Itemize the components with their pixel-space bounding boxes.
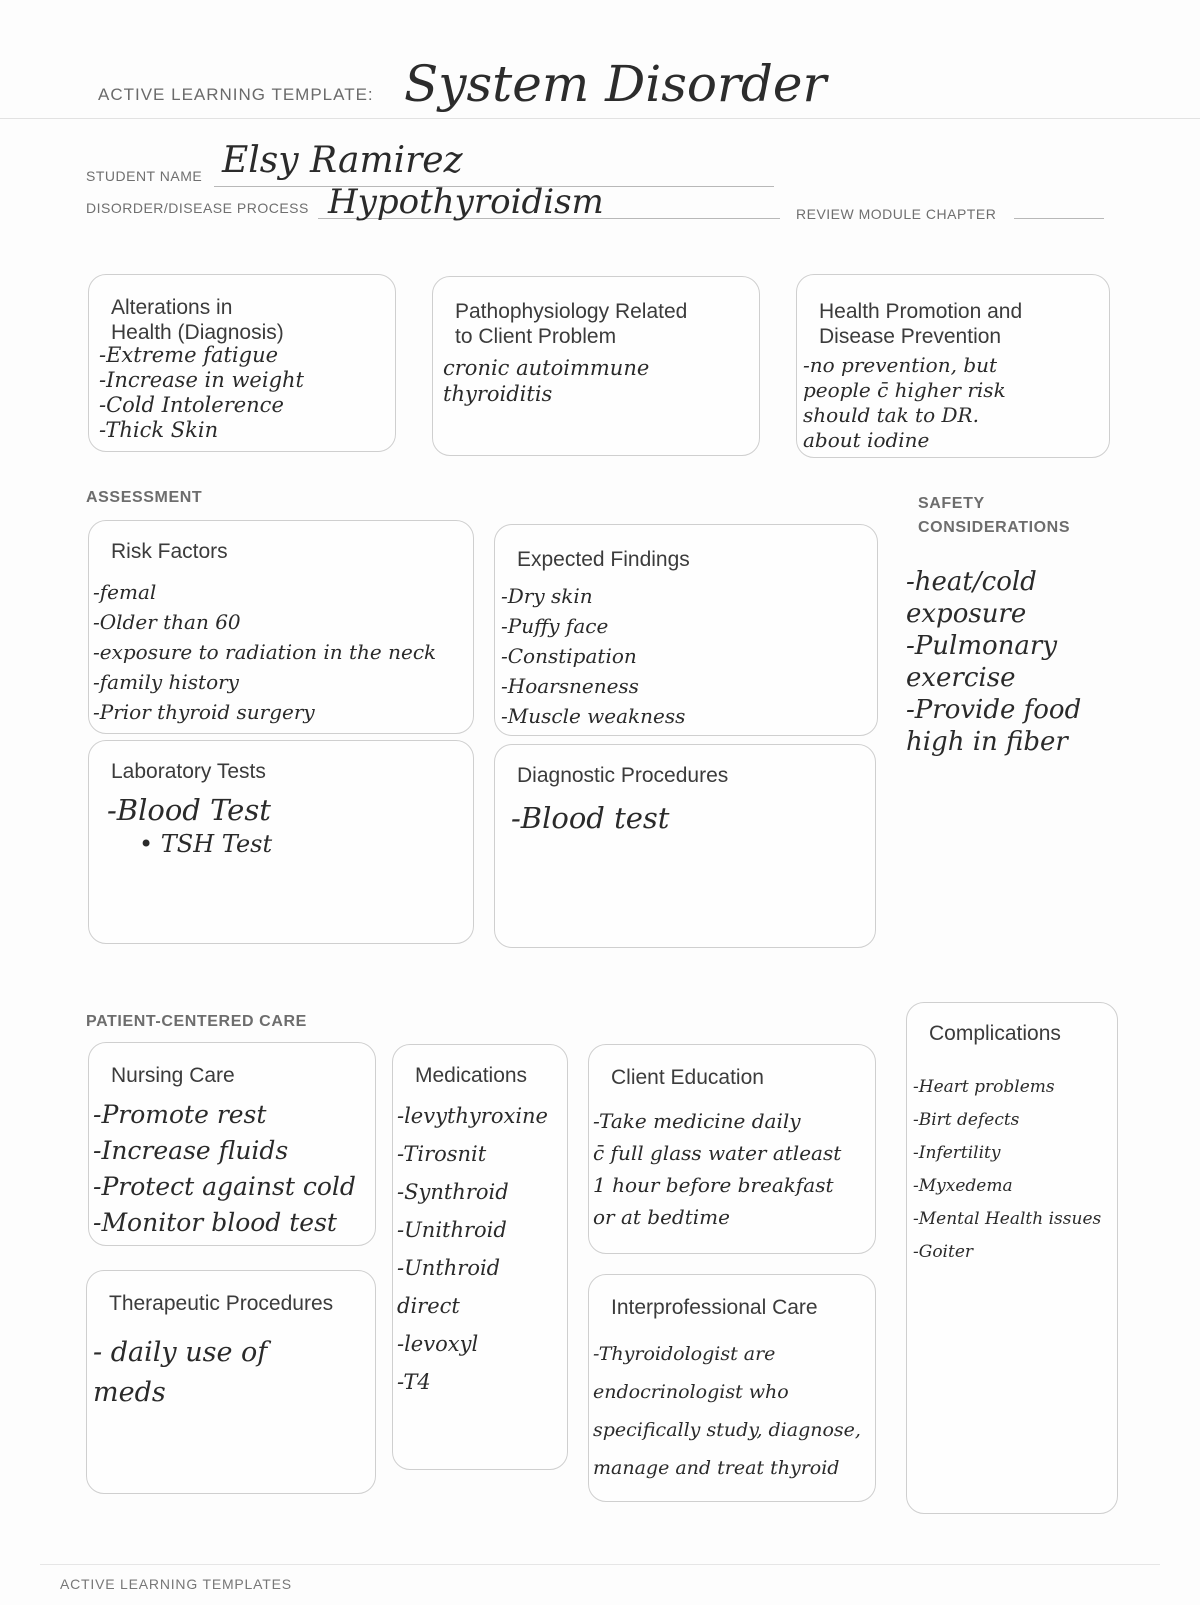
diagnostic-procedures-content: -Blood test <box>511 801 670 835</box>
risk-factors-title: Risk Factors <box>111 540 228 563</box>
alterations-content: -Extreme fatigue -Increase in weight -Cold Intolerence -Thick Skin <box>99 343 304 442</box>
alterations-title: Alterations in Health (Diagnosis) <box>111 296 284 344</box>
medications-content: -levythyroxine -Tirosnit -Synthroid -Unithroid -Unthroid direct -levoxyl -T4 <box>397 1104 548 1394</box>
risk-factors-box <box>88 520 474 734</box>
patient-care-label: PATIENT-CENTERED CARE <box>86 1013 307 1030</box>
client-education-title: Client Education <box>611 1066 764 1089</box>
expected-findings-box <box>494 524 878 736</box>
footer-divider <box>40 1564 1160 1565</box>
therapeutic-procedures-box <box>86 1270 376 1494</box>
student-name-label: STUDENT NAME <box>86 168 203 184</box>
nursing-care-content: -Promote rest -Increase fluids -Protect against cold -Monitor blood test <box>93 1100 356 1237</box>
header-divider <box>0 118 1200 119</box>
nursing-care-title: Nursing Care <box>111 1064 235 1087</box>
assessment-label: ASSESSMENT <box>86 489 203 506</box>
alterations-box <box>88 274 396 452</box>
interprofessional-care-content: -Thyroidologist are endocrinologist who specifically study, diagnose, manage and treat thyroid <box>593 1343 861 1479</box>
diagnostic-procedures-box <box>494 744 876 948</box>
interprofessional-care-title: Interprofessional Care <box>611 1296 818 1319</box>
review-module-label: REVIEW MODULE CHAPTER <box>796 206 997 222</box>
diagnostic-procedures-title: Diagnostic Procedures <box>517 764 729 787</box>
expected-findings-title: Expected Findings <box>517 548 690 571</box>
health-promotion-content: -no prevention, but people c̄ higher risk should tak to DR. about iodine <box>803 353 1006 452</box>
review-module-line <box>1014 218 1104 219</box>
therapeutic-procedures-content: - daily use of meds <box>93 1337 268 1408</box>
interprofessional-care-box <box>588 1274 876 1502</box>
footer-label: ACTIVE LEARNING TEMPLATES <box>60 1576 292 1592</box>
disease-label: DISORDER/DISEASE PROCESS <box>86 200 309 216</box>
disease-value: Hypothyroidism <box>328 182 604 222</box>
laboratory-tests-box <box>88 740 474 944</box>
laboratory-tests-content: -Blood Test <box>107 793 271 827</box>
pathophysiology-title: Pathophysiology Related to Client Problem <box>455 300 688 348</box>
complications-title: Complications <box>929 1022 1061 1045</box>
therapeutic-procedures-title: Therapeutic Procedures <box>109 1292 334 1315</box>
expected-findings-content: -Dry skin -Puffy face -Constipation -Hoarsneness -Muscle weakness <box>501 584 686 728</box>
client-education-box <box>588 1044 876 1254</box>
laboratory-tests-title: Laboratory Tests <box>111 760 266 783</box>
risk-factors-content: -femal -Older than 60 -exposure to radiation in the neck -family history -Prior thyroid surgery <box>93 580 437 724</box>
student-name-value: Elsy Ramirez <box>222 140 463 181</box>
client-education-content: -Take medicine daily c̄ full glass water atleast 1 hour before breakfast or at bedtime <box>593 1109 842 1229</box>
medications-title: Medications <box>415 1064 528 1087</box>
template-label: ACTIVE LEARNING TEMPLATE: <box>98 85 374 104</box>
medications-box <box>392 1044 568 1470</box>
complications-box <box>906 1002 1118 1514</box>
page-title: System Disorder <box>404 55 827 113</box>
safety-content: -heat/cold exposure -Pulmonary exercise -Provide food high in fiber <box>906 567 1082 757</box>
health-promotion-box <box>796 274 1110 458</box>
nursing-care-box <box>88 1042 376 1246</box>
pathophysiology-box <box>432 276 760 456</box>
laboratory-tests-bullet: • TSH Test <box>139 830 273 858</box>
complications-content: -Heart problems -Birt defects -Infertility -Myxedema -Mental Health issues -Goiter <box>913 1077 1102 1262</box>
safety-label: SAFETY CONSIDERATIONS <box>918 495 1071 536</box>
health-promotion-title: Health Promotion and Disease Prevention <box>819 300 1023 348</box>
pathophysiology-content: cronic autoimmune thyroiditis <box>443 356 650 406</box>
